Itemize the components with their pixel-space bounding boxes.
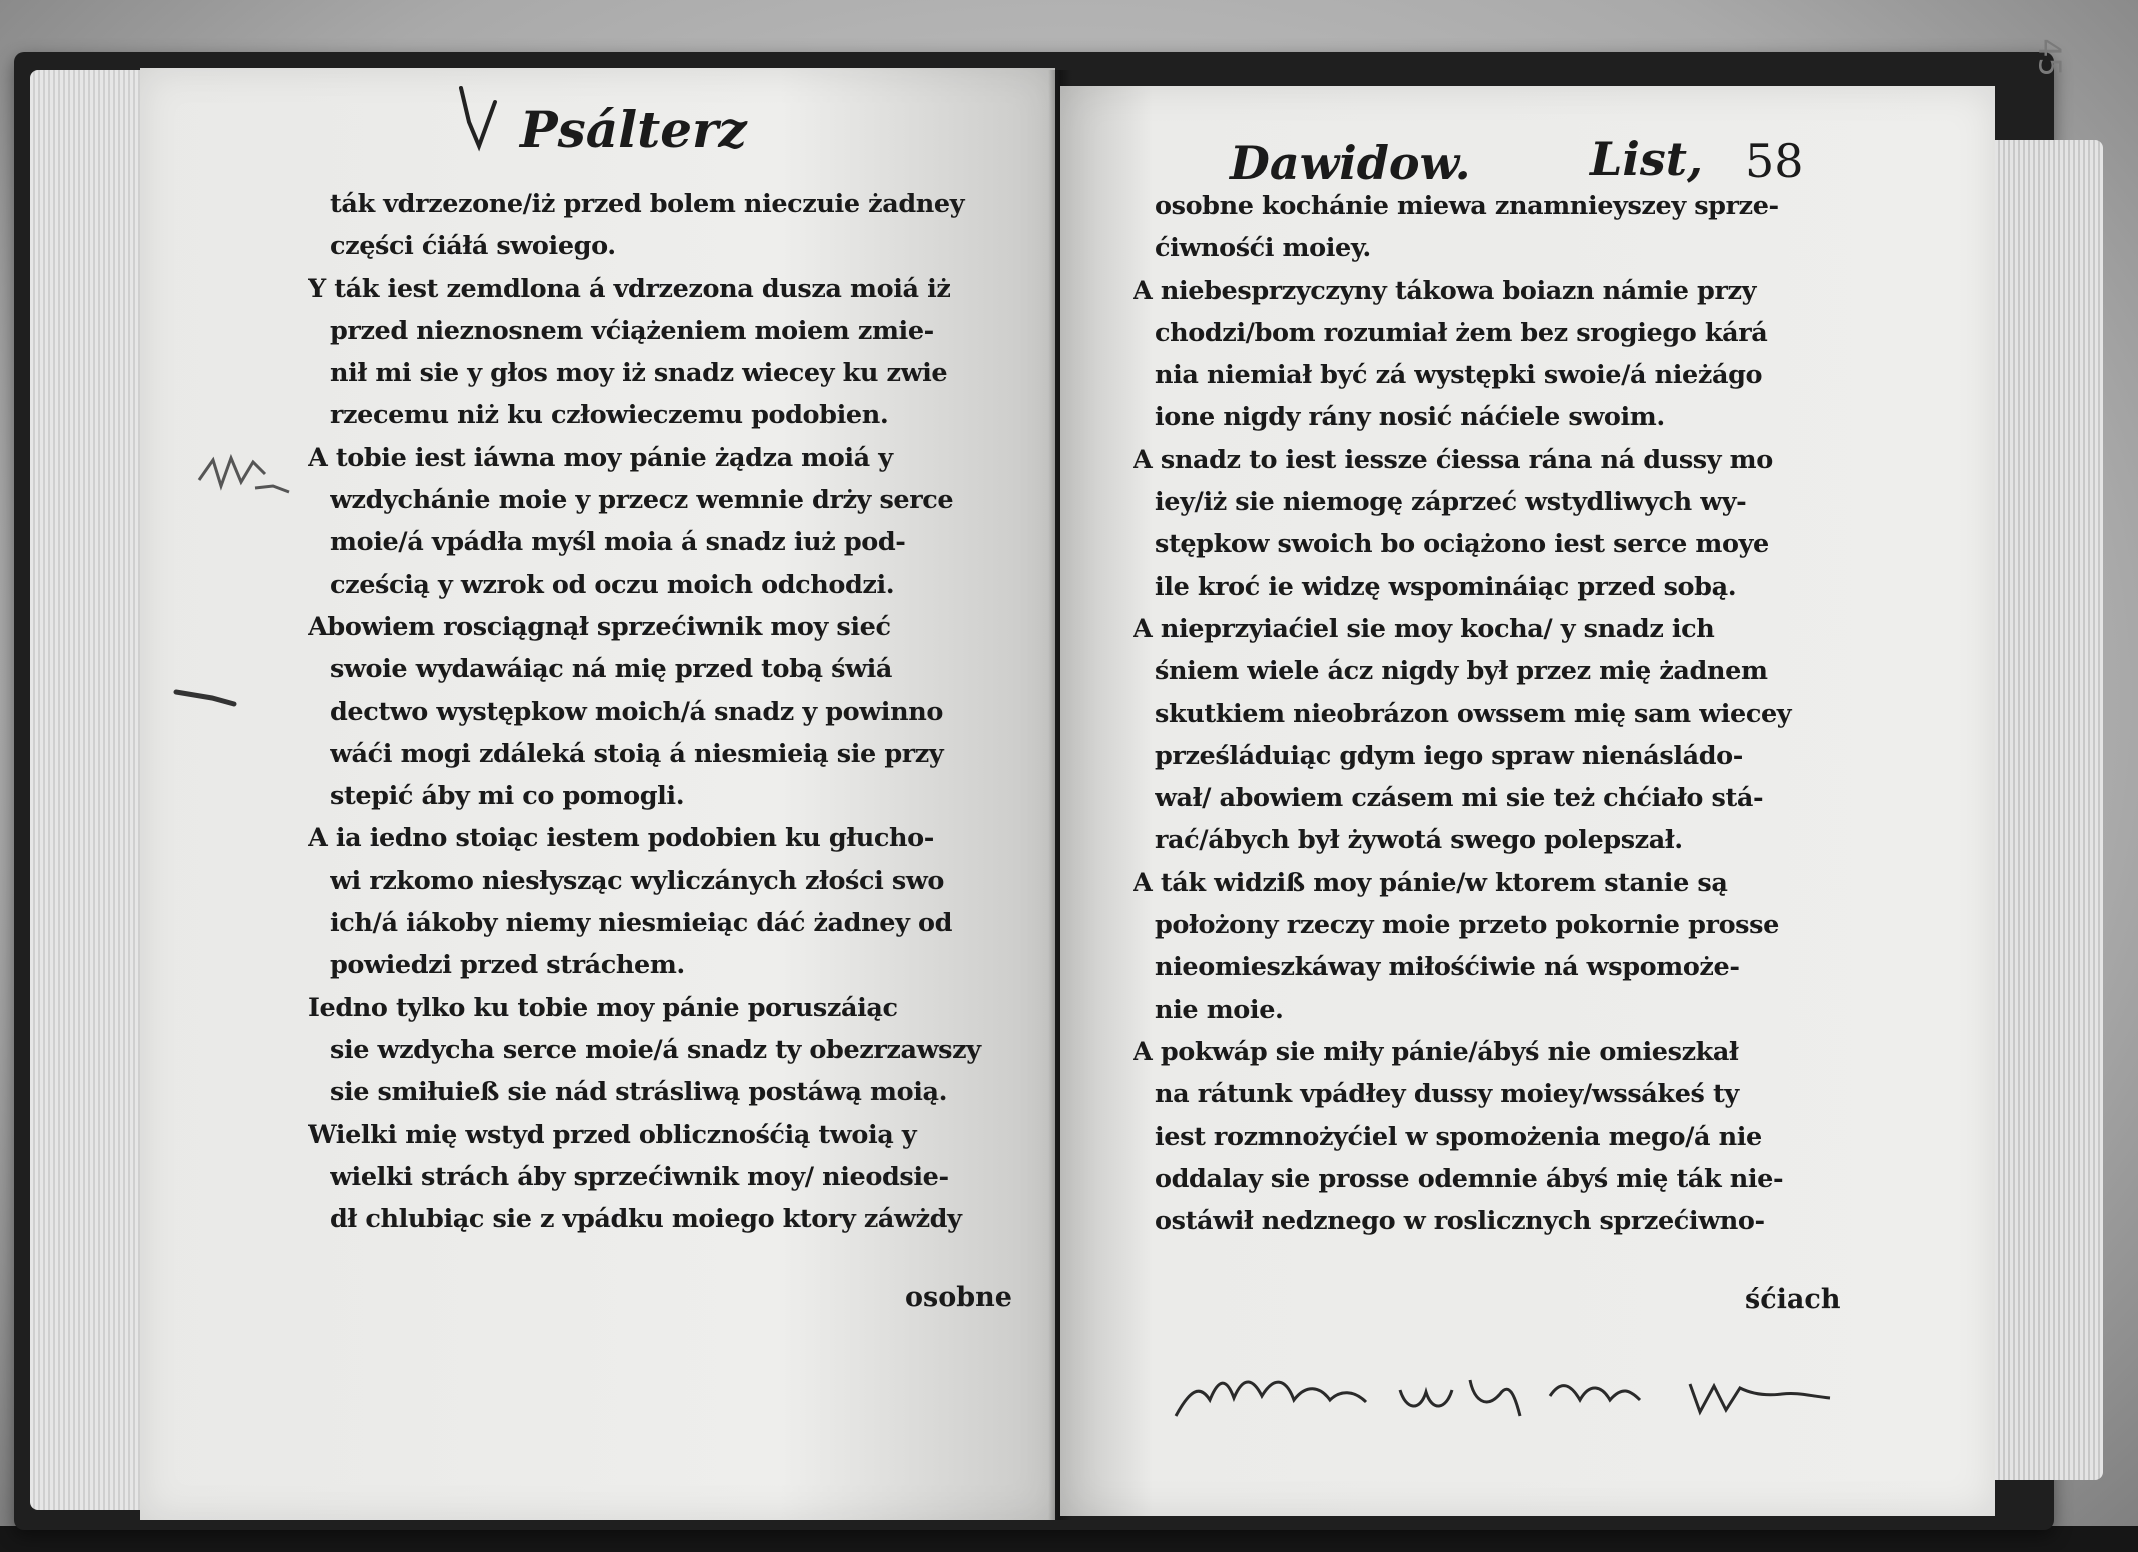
text-line: wzdychánie moie y przecz wemnie drży serce [330, 485, 954, 516]
text-line: rać/ábych był żywotá swego polepszał. [1155, 825, 1683, 856]
text-line: ione nigdy rány nosić náćiele swoim. [1155, 402, 1665, 433]
text-line: swoie wydawáiąc ná mię przed tobą świá [330, 654, 893, 685]
text-line: sie wzdycha serce moie/á snadz ty obezrzawszy [330, 1034, 981, 1065]
text-line: A niebesprzyczyny tákowa boiazn námie przy [1133, 275, 1757, 306]
text-line: A tobie iest iáwna moy pánie żądza moiá y [308, 442, 893, 473]
text-line: wi rzkomo niesłysząc wyliczánych złości swo [330, 865, 945, 896]
text-line: A pokwáp sie miły pánie/ábyś nie omieszkał [1133, 1036, 1739, 1067]
text-line: skutkiem nieobrázon owssem mię sam wiecey [1155, 698, 1792, 729]
text-line: A ia iedno stoiąc iestem podobien ku głucho- [308, 823, 934, 854]
text-line: iest rozmnożyćiel w spomożenia mego/á nie [1155, 1121, 1762, 1152]
text-line: dł chlubiąc sie z vpádku moiego ktory záwżdy [330, 1204, 962, 1235]
text-line: na rátunk vpádłey dussy moiey/wssákeś ty [1155, 1079, 1739, 1110]
text-line: rzecemu niż ku człowieczemu podobien. [330, 400, 889, 431]
text-line: nieomieszkáway miłośćiwie ná wspomoże- [1155, 952, 1740, 983]
text-line: osobne kochánie miewa znamnieyszey sprze- [1155, 191, 1779, 221]
text-line: A snadz to iest iessze ćiessa rána ná dussy mo [1133, 444, 1773, 475]
text-line: położony rzeczy moie przeto pokornie prosse [1155, 910, 1779, 941]
text-line: cześcią y wzrok od oczu moich odchodzi. [330, 569, 895, 600]
folio-number: 58 [1745, 134, 1804, 188]
margin-dash-icon [172, 682, 242, 712]
text-line: ich/á iákoby niemy niesmieiąc dáć żadney od [330, 908, 953, 939]
text-line: oddalay sie prosse odemnie ábyś mię ták nie- [1155, 1163, 1784, 1194]
text-line: Iedno tylko ku tobie moy pánie poruszáiąc [308, 992, 898, 1023]
left-catchword: osobne [905, 1282, 1012, 1313]
text-line: prześláduiąc gdym iego spraw nienásládo- [1155, 740, 1743, 771]
text-line: nił mi sie y głos moy iż snadz wiecey ku zwie [330, 358, 948, 389]
text-line: ćiwnośći moiey. [1155, 233, 1371, 264]
text-line: wał/ abowiem czásem mi sie też chćiało stá- [1155, 783, 1764, 814]
left-page-text [308, 183, 1020, 1240]
margin-scribble-icon [195, 440, 305, 510]
right-page-edges [1985, 140, 2103, 1480]
handwritten-scribble-icon [1170, 1350, 1860, 1430]
text-line: sie smiłuieß sie nád strásliwą postáwą moią. [330, 1077, 948, 1108]
text-line: stępkow swoich bo ociążono iest serce moye [1155, 529, 1769, 560]
text-line: chodzi/bom rozumiał żem bez srogiego kárá [1155, 317, 1768, 348]
folio-label: List, [1590, 132, 1703, 186]
right-running-head: Dawidow. [1230, 136, 1471, 190]
text-line: A nieprzyiaćiel sie moy kocha/ y snadz ich [1133, 613, 1715, 644]
text-line: Abowiem rosciągnął sprzećiwnik moy sieć [308, 611, 891, 642]
text-line: wáći mogi zdáleká stoią á niesmieią sie przy [330, 738, 944, 769]
text-line: przed nieznosnem vćiążeniem moiem zmie- [330, 315, 934, 346]
text-line: stepić áby mi co pomogli. [330, 781, 685, 812]
text-line: A ták widziß moy pánie/w ktorem stanie są [1133, 867, 1728, 898]
text-line: części ćiáłá swoiego. [330, 231, 616, 262]
text-line: nie moie. [1155, 994, 1284, 1025]
left-page-edges [30, 70, 150, 1510]
text-line: dectwo występkow moich/á snadz y powinno [330, 696, 943, 727]
text-line: ták vdrzezone/iż przed bolem nieczuie żadney [330, 189, 965, 219]
text-line: wielki strách áby sprzećiwnik moy/ nieodsie- [330, 1161, 949, 1192]
pen-tick-mark-icon [455, 82, 505, 152]
text-line: śniem wiele ácz nigdy był przez mię żadnem [1155, 656, 1768, 687]
text-line: powiedzi przed stráchem. [330, 950, 685, 981]
text-line: ostáwił nedznego w roslicznych sprzećiwno- [1155, 1206, 1765, 1237]
shelf-mark: 45 [2031, 38, 2067, 77]
text-line: Wielki mię wstyd przed oblicznośćią twoią y [308, 1119, 917, 1150]
text-line: Y ták iest zemdlona á vdrzezona dusza moiá iż [308, 273, 951, 304]
text-line: iey/iż sie niemogę záprzeć wstydliwych wy- [1155, 487, 1747, 518]
left-running-head: Psálterz [520, 100, 747, 159]
right-catchword: śćiach [1745, 1284, 1841, 1315]
text-line: moie/á vpádła myśl moia á snadz iuż pod- [330, 527, 906, 558]
text-line: nia niemiał być zá występki swoie/á nieżágo [1155, 360, 1763, 391]
text-line: ile kroć ie widzę wspomináiąc przed sobą. [1155, 571, 1737, 602]
right-page-text [1133, 185, 1845, 1242]
